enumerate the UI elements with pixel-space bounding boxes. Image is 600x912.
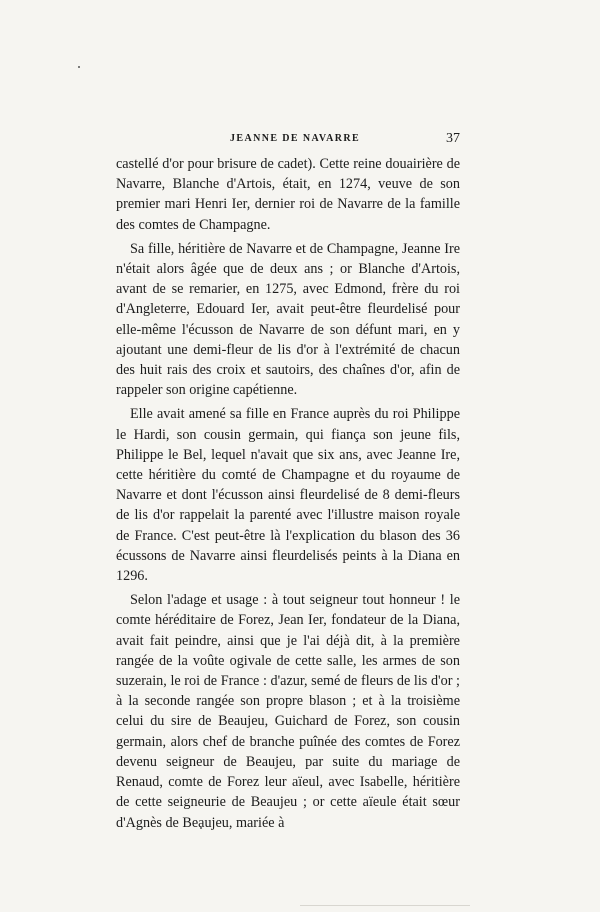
body-text [116, 154, 460, 833]
page-number: 37 [446, 131, 460, 146]
paragraph-4: Selon l'adage et usage : à tout seigneur tout honneur ! le comte héréditaire de Forez, Jean Ier, fondateur de la Diana, avait fait peindre, ainsi que je l'ai déjà dit, à la première rangée de la voûte ogivale de cette salle, les armes de son suzerain, le roi de France : d'azur, semé de fleurs de lis d'or ; à la seconde rangée son propre blason ; et à la troisième celui du sire de Beaujeu, Guichard de Forez, son cousin germain, alors chef de branche puînée des comtes de Forez devenu seigneur de Beaujeu, par suite du mariage de Renaud, comte de Forez leur aïeul, avec Isabelle, héritière de cette seigneurie de Beaujeu ; or cette aïeule était sœur d'Agnès de Beaujeu, mariée à [116, 592, 460, 831]
ink-speck [78, 66, 80, 68]
page-edge-rule [300, 905, 470, 906]
page-header [116, 131, 460, 149]
paragraph-2: Sa fille, héritière de Navarre et de Champagne, Jeanne Ire n'était alors âgée que de deux ans ; or Blanche d'Artois, avant de se remarier, en 1275, avec Edmond, frère du roi d'Angleterre, Edouard Ier, avait peut-être fleurdelisé pour elle-même l'écusson de Navarre de son défunt mari, en y ajoutant une demi-fleur de lis d'or à l'extrémité de chacun des huit rais des croix et sautoirs, des chaînes d'or, afin de rappeler son origine capétienne. [116, 240, 460, 399]
paragraph-1: castellé d'or pour brisure de cadet). Cette reine douairière de Navarre, Blanche d'Artois, était, en 1274, veuve de son premier mari Henri Ier, dernier roi de Navarre de la famille des comtes de Champagne. [116, 156, 460, 233]
paragraph-3: Elle avait amené sa fille en France auprès du roi Philippe le Hardi, son cousin germain, qui fiança son jeune fils, Philippe le Bel, lequel n'avait que six ans, avec Jeanne Ire, cette héritière du comté de Champagne et du royaume de Navarre et dont l'écusson ainsi fleurdelisé de 8 demi-fleurs de lis d'or rappelait la parenté avec l'illustre maison royale de France. C'est peut-être là l'explication du blason des 36 écussons de Navarre ainsi fleurdelisés peints à la Diana en 1296. [116, 406, 460, 585]
running-title: JEANNE DE NAVARRE [230, 133, 361, 144]
